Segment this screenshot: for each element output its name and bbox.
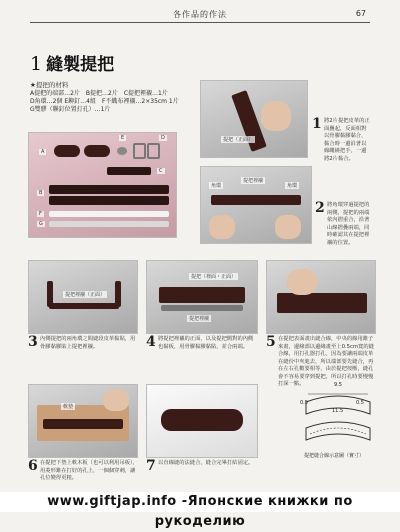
handle-lining <box>107 167 151 175</box>
diagram-caption: 提把縫合線示意圖（實寸） <box>304 453 365 459</box>
step-3-callout: 提把裡襯（正面） <box>65 292 106 298</box>
step-4-photo <box>146 260 258 334</box>
handle-piece <box>277 293 367 313</box>
footer-watermark: www.giftjap.info -Японские книжки по рукоделию <box>0 492 400 512</box>
handle-lining <box>161 305 243 311</box>
step-6-text: 在提把下墊上軟木板（也可以利用吊板），用菱形錐在打好的孔上，一個個穿刺，讓孔位變得更粗。 <box>40 460 138 481</box>
non-woven-lining <box>49 211 169 217</box>
step-2-photo <box>200 166 312 244</box>
label-A: A <box>41 149 45 155</box>
label-F: F <box>39 211 42 217</box>
step-4-number: 4 <box>146 334 156 350</box>
handle-piece <box>43 419 123 429</box>
handle-strap <box>49 185 169 194</box>
step-7-number: 7 <box>146 458 156 474</box>
label-B: B <box>39 190 43 196</box>
step-2-number: 2 <box>315 200 325 216</box>
handle-piece <box>159 287 245 303</box>
diagram-dim-mid: 11.5 <box>332 408 344 414</box>
materials-photo <box>28 132 177 238</box>
step-6-callout: 軟墊 <box>63 404 74 410</box>
step-5-photo <box>266 260 376 334</box>
step-7-photo <box>146 384 258 458</box>
finished-handle <box>161 409 243 431</box>
step-6-photo <box>28 384 138 458</box>
step-7-text: 以直線縫的法縫合，縫合完畢打結固定。 <box>158 460 254 466</box>
step-2-callout: 提把裡襯 <box>243 178 264 184</box>
label-D: D <box>161 135 165 141</box>
materials-line: D角環…2個 E鉚釘…4組 F不織布裡襯…2×35cm 1片 <box>30 98 179 105</box>
step-1-number: 1 <box>312 116 322 132</box>
handle-end-piece <box>54 145 80 157</box>
square-ring <box>147 143 160 159</box>
step-4-callout: 提把（裡面・正面） <box>191 274 237 280</box>
section-title <box>30 50 114 75</box>
step-1-text: 將2片提把皮革的正面疊起，反面相對以骨膠黏膠黏合，黏合時一邊沿著以線繩繞把手，一邊將2片黏合。 <box>324 118 370 162</box>
label-G: G <box>39 221 43 227</box>
materials-line: A提把的端部…2片 B提把…2片 C提把裡襯…1片 <box>30 90 168 97</box>
handle-end-piece <box>84 145 110 157</box>
materials-line: G雙膠（聯釘位置打孔）…1片 <box>30 106 111 113</box>
hand <box>103 389 129 411</box>
header-divider <box>30 22 370 23</box>
materials-heading: ★提把的材料 <box>30 81 69 89</box>
step-4-callout-lining: 提把裡襯 <box>189 316 210 322</box>
step-3-text: 內側提把的兩角環之間縫段皮革黏貼，用骨膠黏膠貼上提把裡襯。 <box>40 336 136 350</box>
step-2-callout-ring: 角環 <box>287 183 298 189</box>
handle-piece <box>49 303 119 309</box>
handle-strap <box>49 196 169 205</box>
hand <box>275 215 301 239</box>
handle-piece <box>211 195 301 205</box>
step-3-photo <box>28 260 138 334</box>
step-2-text: 將角環穿過提把的兩側，提把的兩端依內摺重合，沿著山線摺疊兩端，同時確認其在提把裡襯的位置。 <box>327 202 370 246</box>
step-5-number: 5 <box>266 334 276 350</box>
handle-end <box>115 281 121 307</box>
step-1-photo <box>200 80 308 158</box>
page-number: 67 <box>355 9 366 18</box>
hand <box>261 101 291 131</box>
section-title-text: 縫製提把 <box>46 55 115 75</box>
step-5-text: 在提把表面畫出縫合線，中央的線用錐子來畫，邊緣部以邊緣畫至上0.5cm寬的縫合線，用打孔器打孔，因為要讓兩端皮革在縫份中夾進去，所以端部要先縫合，再在左右孔數要相等，由於提把按壓，縫孔會不容易要穿到提把，所以打孔時要慢慢打深一點。 <box>278 336 374 387</box>
handle-end <box>47 281 53 307</box>
hand <box>287 269 317 295</box>
stitch-diagram <box>300 384 376 450</box>
diagram-stitch-line <box>310 428 366 434</box>
diagram-dim-right: 0.5 <box>356 400 364 406</box>
label-C: C <box>159 168 163 174</box>
section-number: 1 <box>30 53 43 75</box>
step-6-number: 6 <box>28 458 38 474</box>
running-head: 各作品的作法 <box>173 10 227 19</box>
double-tape <box>49 221 169 227</box>
diagram-handle-outline <box>306 422 370 440</box>
step-4-text: 將提把裡襯的正面，以及提把側對的內側也黏板，用骨膠黏膠黏貼，並合兩端。 <box>158 336 254 350</box>
diagram-dim-top: 9.5 <box>334 382 342 388</box>
step-3-number: 3 <box>28 334 38 350</box>
step-2-callout-ring: 角環 <box>211 183 222 189</box>
rivets <box>117 147 127 155</box>
diagram-dim-left: 0.5 <box>300 400 308 406</box>
step-1-callout: 提把（正面） <box>223 137 254 143</box>
hand <box>209 215 235 239</box>
label-E: E <box>121 135 125 141</box>
square-ring <box>133 143 146 159</box>
